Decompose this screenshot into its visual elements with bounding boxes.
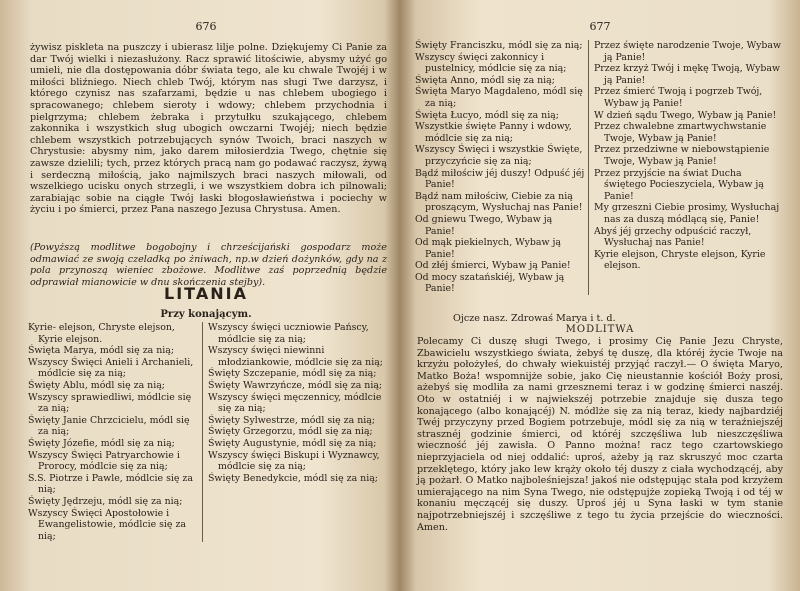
litany-line: Przez śmierć Twoją i pogrzeb Twój, Wybaw ją Panie! [594, 86, 763, 109]
litany-line: Święta Anno, módl się za nią; [415, 74, 555, 86]
litany-line: W dzień sądu Twego, Wybaw ją Panie! [594, 109, 777, 121]
litany-line: Święty Grzegorzu, módl się za nią; [208, 426, 373, 438]
litany-line: Święty Franciszku, módl się za nią; [415, 40, 583, 51]
litany-columns [415, 40, 785, 295]
litany-column-1 [415, 40, 589, 295]
prayer-text: Polecamy Ci duszę sługi Twego, i prosimy Cię Panie Jezu Chryste, Zbawicielu wszystkiego świata, żebyś tę duszę, dla któréj życie Twoje na krzyżu położyłeś, do chwały wiekuistéj przyjąć raczył.— O święta Maryo, Matko Boża! wspomnijże sobie, jako Cię nieustannie kościół Boży prosi, ażebyś się modliła za nami grzesznemi teraz i w godzinę śmierci naszéj. Oto w ostatniéj i w najwiekszéj potrzebie znajduje się dusza tego konającego (albo konającéj) N. módlże się za nią teraz, kiedy najbardziéj Twéj przyczyny przed Bogiem potrzebuje, módl się za nią w teraźniejszéj strasznéj godzinie śmierci, od któréj szczęśliwa lub nieszczęśliwa wieczność jéj zawisła. O Panno można! racz tego czartowskiego nieprzyjaciela od niej oddalić: uproś, ażeby ją raz skruszyć moc czarta przeklętego, który jako lew krąży około téj duszy z ciała wychodzącéj, aby ją pożarł. O Matko najboleśniejsza! jakoś nie odstępując stała pod krzyżem umierającego na nim Syna Twego, nie odstępujże zopieką Twoją i od téj w konaniu męczącéj się duszy. Uproś jéj u Syna łaski w tym stanie najpotrzebniejszéj i szczęśliwe z tego tu życia przejście do wieczności. Amen. [417, 336, 783, 533]
litany-line: Wszyscy święci Biskupi i Wyznawcy, módlcie się za nią; [208, 449, 380, 473]
litany-line: Od mocy szatańskiéj, Wybaw ją Panie! [415, 271, 565, 295]
litany-line: Święty Wawrzyńcze, módl się za nią; [208, 379, 383, 391]
litany-column-1 [28, 322, 203, 542]
italic-note: (Powyższą modlitwe bogobojny i chrześcijański gospodarz może odmawiać ze swoją czeladką po żniwach, np.w dzień dożynków, gdy na z pola przynoszą wieniec zbożowe. Modlitwe zaś poprzednią będzie odprawiał mianowicie w dnu skończenia stejby). [30, 242, 387, 288]
prayer-title: MODLITWA [565, 324, 635, 335]
litany-line: Wszyscy Święci Apostołowie i Ewangelistowie, módlcie się za nią; [28, 507, 186, 542]
section-subtitle: Przy konającym. [160, 309, 252, 320]
litany-line: Przez przedziwne w niebowstąpienie Twoje, Wybaw ją Panie! [594, 144, 770, 167]
litany-line: My grzeszni Ciebie prosimy, Wysłuchaj nas za duszą módlącą się, Panie! [594, 202, 780, 225]
page-number: 677 [589, 20, 611, 33]
litany-line: Wszyscy Święci Patryarchowie i Prorocy, módlcie się za nią; [28, 449, 180, 473]
litany-line: Przez chwalebne zmartwychwstanie Twoje, Wybaw ją Panie! [594, 121, 767, 144]
prayer-text: żywisz piskletа na puszczy i ubierasz lilje polne. Dziękujemy Ci Panie za dar Twój wielki i niezasłużony. Racz sprawić litościwie, abysmy użyć go umieli, nie dla dostępowania dóbr świata tego, ale ku chwale Twojéj i w miłości bliźniego. Niech chleb Twój, którym nas sługi Twe darzysz, i którego czynisz nas szafarzami, będzie u nas chlebem ubogiego i spracowanego; chlebem sieroty i wdowy; chlebem przychodnia i pielgrzyma; chlebem żebraka i przytułku szukającego, chlebem zakonnika i wszystkich sług ubogich owczarni Twojéj; niech będzie chlebem wszystkich potrzebujących synów Twoich, braci naszych w Chrystusie: abysmy nim, jako darem miłosierdzia Twego, chętnie się zawsze dzielili; tych, przez których pracą nam go podawać raczysz, żywą i serdeczną miłością, jako najmilszych braci naszych miłowali, od wszelkiego ucisku onych strzegli, i we wszystkiem dobra ich pilnowali; zarabiając sobie na ciągłe Twój łaski błogosławieństwa i pociechy w życiu i po śmierci, przez Pana naszego Jezusa Chrystusa. Amen. [30, 42, 387, 216]
litany-line: Święty Szczepanie, módl się za nią; [208, 368, 377, 380]
litany-line: Wszyscy Święci Anieli i Archanieli, módlcie się za nią; [28, 356, 194, 380]
litany-line: Wszyscy święci niewinni młodziankowie, módlcie się za nią; [208, 345, 383, 368]
litany-line: Bądź nam miłościw, Ciebie za nią proszącym, Wysłuchaj nas Panie! [415, 190, 583, 214]
litany-column-2 [589, 40, 784, 295]
litany-line: Od gniewu Twego, Wybaw ją Panie! [415, 213, 553, 237]
litany-line: Święty Janie Chrzcicielu, módl się za nią; [28, 414, 190, 438]
litany-line: Święta Łucyo, módl się za nią; [415, 109, 559, 121]
litany-line: Święty Józefie, módl się za nią; [28, 437, 175, 449]
litany-line: Święta Maryo Magdaleno, módl się za nią; [415, 86, 583, 109]
right-page [415, 0, 785, 591]
section-title: LITANIA [164, 284, 248, 303]
litany-line: Abyś jéj grzechy odpuścić raczył, Wysłuchaj nas Panie! [594, 225, 752, 249]
litany-column-2 [203, 322, 388, 542]
litany-line: Wszyscy święci zakonnicy i pustelnicy, módlcie się za nią; [415, 51, 567, 75]
litany-line: Przez święte narodzenie Twoje, Wybaw ją Panie! [594, 40, 782, 63]
litany-line: Przez krzyż Twój i mękę Twoją, Wybaw ją Panie! [594, 63, 780, 86]
litany-line: Wszyscy sprawiedliwi, módlcie się za nią; [28, 391, 192, 415]
litany-line: S.S. Piotrze i Pawle, módlcie się za nią; [28, 472, 193, 496]
ojcze-line: Ojcze nasz. Zdrowaś Marya i t. d. [453, 313, 616, 324]
litany-line: Wszyscy święci męczennicy, módlcie się za nią; [208, 391, 382, 415]
litany-line: Święty Sylwestrze, módl się za nią; [208, 414, 375, 426]
litany-line: Święta Marya, módl się za nią; [28, 345, 174, 357]
litany-line: Przez przyjście na świat Ducha świętego Pocieszyciela, Wybaw ją Panie! [594, 167, 764, 202]
litany-line: Święty Benedykcie, módl się za nią; [208, 472, 378, 484]
litany-line: Wszyscy święci uczniowie Pańscy, módlcie się za nią; [208, 322, 369, 345]
litany-line: Od złéj śmierci, Wybaw ją Panie! [415, 260, 571, 272]
litany-line: Wszyscy Święci i wszystkie Święte, przyczyńcie się za nią; [415, 144, 583, 167]
litany-line: Bądź miłościw jéj duszy! Odpuść jéj Panie! [415, 167, 585, 191]
page-number: 676 [195, 20, 217, 33]
litany-line: Wszystkie święte Panny i wdowy, módlcie się za nią; [415, 121, 572, 144]
litany-line: Święty Augustynie, módl się za nią; [208, 437, 377, 449]
litany-line: Kyrie- elejson, Chryste elejson, Kyrie elejson. [28, 322, 175, 345]
litany-line: Od mąk piekielnych, Wybaw ją Panie! [415, 237, 561, 260]
litany-line: Święty Ablu, módl się za nią; [28, 379, 165, 391]
litany-columns [28, 322, 388, 542]
litany-line: Święty Jędrzeju, módl się za nią; [28, 495, 183, 507]
litany-line: Kyrie elejson, Chryste elejson, Kyrie elejson. [594, 248, 766, 272]
left-page [22, 0, 390, 591]
